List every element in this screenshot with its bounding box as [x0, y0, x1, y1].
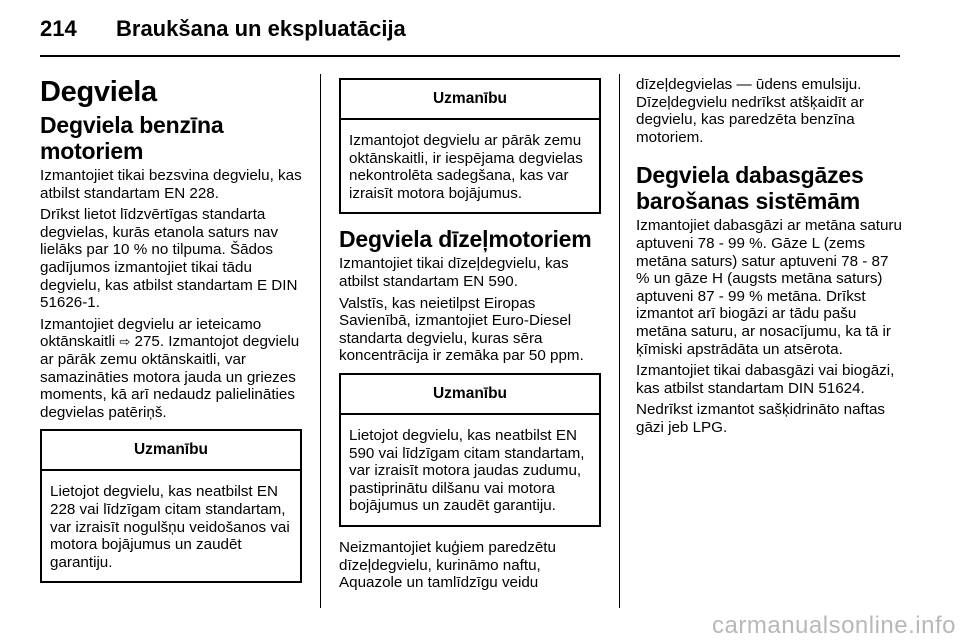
caution-title: Uzmanību [341, 375, 599, 415]
caution-title: Uzmanību [42, 431, 300, 471]
caution-text: Lietojot degvielu, kas neatbilst EN 590 vai līdzīgam citam standartam, var izraisīt motora jaudas zudumu, pastiprinātu dilšanu vai motora bojājumus un zaudēt garantiju. [349, 426, 585, 515]
paragraph: Valstīs, kas neietilpst Eiropas Savienībā, izmantojiet Euro-Diesel standarta degvielu, kuras sēra koncentrācija ir zemāka par 50 ppm. [339, 294, 584, 365]
watermark: carmanualsonline.info [712, 612, 956, 639]
paragraph: dīzeļdegvielas — ūdens emulsiju. Dīzeļdegvielu nedrīkst atšķaidīt ar degvielu, kas paredzēta benzīna motoriem. [636, 76, 864, 146]
caution-text: Lietojot degvielu, kas neatbilst EN 228 vai līdzīgam citam standartam, var izraisīt nogulšņu veidošanos vai motora bojājumus un zaudēt garantiju. [50, 483, 290, 571]
page-number: 214 [40, 16, 77, 41]
page-reference[interactable]: 275 [134, 333, 160, 351]
column-divider-1 [320, 74, 321, 608]
paragraph: Neizmantojiet kuģiem paredzētu dīzeļdegvielu, kurināmo naftu, Aquazole un tamlīdzīgu veidu [339, 538, 556, 592]
caution-box [339, 78, 601, 214]
paragraph: Izmantojiet tikai bezsvina degvielu, kas atbilst standartam EN 228. [40, 167, 302, 202]
caution-text: Izmantojot degvielu ar pārāk zemu oktānskaitli, ir iespējama degvielas nekontrolēta sadegšana, kas var izraisīt motora bojājumus. [349, 132, 583, 202]
paragraph [40, 316, 302, 422]
page-header [40, 16, 900, 56]
paragraph: Izmantojiet tikai dīzeļdegvielu, kas atbilst standartam EN 590. [339, 255, 569, 290]
caution-box [40, 429, 302, 583]
paragraph: Izmantojiet dabasgāzi ar metāna saturu aptuveni 78 - 99 %. Gāze L (zems metāna saturs) satur aptuveni 78 - 87 % un gāze H (augsts metāna saturs) aptuveni 87 - 99 % metāna. Drīkst izmantot arī biogāzi ar tādu pašu metāna saturu, ar nosacījumu, ka tā ir ķīmiski apstrādāta un atsērota. [636, 217, 902, 358]
subsection-title-natural-gas: Degviela dabasgāzes barošanas sistēmām [636, 162, 864, 215]
running-title: Braukšana un ekspluatācija [116, 16, 406, 41]
section-title: Degviela [40, 76, 157, 108]
paragraph: Nedrīkst izmantot sašķidrināto naftas gāzi jeb LPG. [636, 401, 886, 436]
subsection-title-diesel: Degviela dīzeļmotoriem [339, 226, 592, 253]
caution-box [339, 373, 601, 527]
caution-title: Uzmanību [341, 80, 599, 120]
paragraph-text: . Izmantojot degvielu ar pārāk zemu oktānskaitli, var samazināties motora jauda un griezes moments, kā arī nedaudz palielināties degvielas patēriņš. [40, 333, 300, 421]
column-1 [40, 72, 302, 583]
paragraph-text: Izmantojiet degvielu ar ieteicamo oktānskaitli [40, 315, 262, 351]
paragraph: Izmantojiet tikai dabasgāzi vai biogāzi, kas atbilst standartam DIN 51624. [636, 362, 895, 397]
subsection-title-petrol: Degviela benzīna motoriem [40, 112, 224, 164]
column-3 [636, 72, 906, 441]
header-rule [40, 55, 900, 57]
paragraph: Drīkst lietot līdzvērtīgas standarta degvielas, kurās etanola saturs nav lielāks par 10 % no tilpuma. Šādos gadījumos izmantojiet tikai tādu degvielu, kas atbilst standartam E DIN 51626-1. [40, 206, 298, 312]
page-reference-arrow-icon[interactable]: ⇨ [119, 334, 131, 350]
column-divider-2 [619, 74, 620, 608]
column-2 [339, 72, 601, 596]
